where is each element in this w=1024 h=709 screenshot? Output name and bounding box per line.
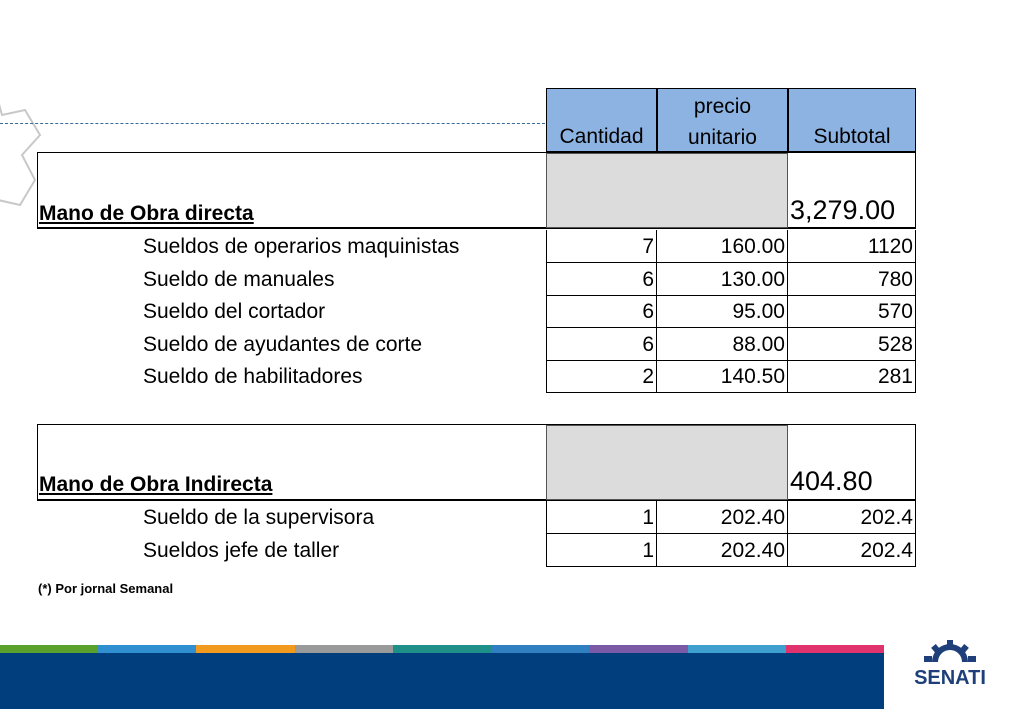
row-subtotal: 570 <box>788 295 916 328</box>
section2-total: 404.80 <box>790 466 873 496</box>
row-unit-price: 202.40 <box>657 501 788 534</box>
row-quantity: 1 <box>546 501 657 534</box>
section2-gray-block <box>546 425 788 500</box>
row-subtotal: 780 <box>788 263 916 296</box>
footer-stripe <box>786 645 884 653</box>
footer-stripe <box>196 645 294 653</box>
row-quantity: 1 <box>546 534 657 567</box>
row-unit-price: 160.00 <box>657 230 788 263</box>
row-description: Sueldo de manuales <box>143 267 335 291</box>
row-description: Sueldos de operarios maquinistas <box>143 235 460 258</box>
section1-label: Mano de Obra directa <box>39 202 254 225</box>
row-quantity: 7 <box>546 230 657 263</box>
header-precio-line2: unitario <box>688 126 757 149</box>
row-description: Sueldo de ayudantes de corte <box>143 332 423 356</box>
row-subtotal: 202.4 <box>788 534 916 567</box>
footer-stripe <box>491 645 589 653</box>
header-cantidad: Cantidad <box>546 88 657 152</box>
row-subtotal: 528 <box>788 328 916 361</box>
row-subtotal: 1120 <box>788 230 916 263</box>
senati-logo <box>900 640 1000 700</box>
footer-stripe <box>589 645 687 653</box>
row-subtotal: 281 <box>788 360 916 393</box>
row-subtotal: 202.4 <box>788 501 916 534</box>
section2-label: Mano de Obra Indirecta <box>39 473 273 496</box>
row-unit-price: 202.40 <box>657 534 788 567</box>
row-description: Sueldos jefe de taller <box>143 538 340 562</box>
footer-stripe <box>98 645 196 653</box>
row-unit-price: 95.00 <box>657 295 788 328</box>
row-description: Sueldo de habilitadores <box>143 365 363 388</box>
footer-band <box>0 653 884 709</box>
row-unit-price: 88.00 <box>657 328 788 361</box>
footer-stripe <box>393 645 491 653</box>
footer-stripe <box>295 645 393 653</box>
row-quantity: 6 <box>546 295 657 328</box>
footnote: (*) Por jornal Semanal <box>38 581 174 596</box>
row-description: Sueldo del cortador <box>143 300 326 323</box>
header-precio-line1: precio <box>693 95 752 118</box>
header-subtotal: Subtotal <box>788 88 916 152</box>
dashed-divider <box>0 123 545 124</box>
footer-stripe <box>0 645 98 653</box>
row-unit-price: 140.50 <box>657 360 788 393</box>
section1-total: 3,279.00 <box>790 195 896 225</box>
row-unit-price: 130.00 <box>657 263 788 296</box>
footer-stripe <box>688 645 786 653</box>
row-quantity: 6 <box>546 263 657 296</box>
header-precio-unitario <box>657 88 788 152</box>
svg-text:SENATI: SENATI <box>914 667 986 689</box>
row-quantity: 6 <box>546 328 657 361</box>
row-quantity: 2 <box>546 360 657 393</box>
section1-gray-block <box>546 153 788 228</box>
row-description: Sueldo de la supervisora <box>143 506 375 529</box>
